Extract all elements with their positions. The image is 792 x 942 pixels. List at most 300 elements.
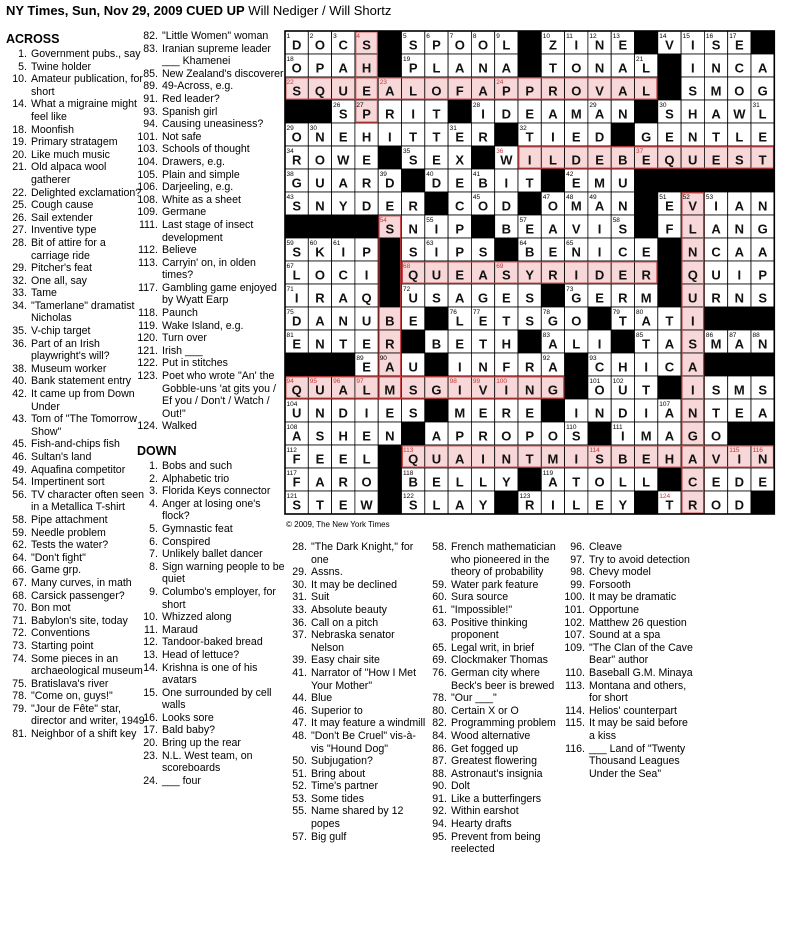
clue-item[interactable] <box>426 591 558 604</box>
clue-number: 91. <box>143 92 158 105</box>
clue-number: 55. <box>292 805 307 818</box>
cell-letter: L <box>362 382 371 398</box>
clue-item[interactable] <box>426 805 558 818</box>
cell-number: 85 <box>636 332 644 339</box>
clue-item[interactable] <box>137 357 285 370</box>
clue-item[interactable] <box>564 705 696 718</box>
clue-item[interactable] <box>137 523 285 536</box>
clue-number: 5. <box>18 60 27 73</box>
clue-item[interactable] <box>6 602 146 615</box>
clue-number: 13. <box>143 648 158 661</box>
cell-number: 6 <box>426 33 430 40</box>
clue-text: Hearty drafts <box>451 818 512 831</box>
clue-number: 59. <box>432 578 447 591</box>
cell-letter: I <box>737 267 742 283</box>
clue-item[interactable] <box>6 577 146 590</box>
clue-text: Tandoor-baked bread <box>162 636 263 649</box>
clue-item[interactable] <box>137 320 285 333</box>
cell-letter: E <box>735 405 744 421</box>
cell-letter: O <box>571 313 582 329</box>
black-square <box>518 468 541 491</box>
clue-item[interactable] <box>564 541 696 554</box>
black-square <box>518 31 541 54</box>
clue-column <box>6 30 146 741</box>
clue-item[interactable] <box>286 604 426 617</box>
clue-item[interactable] <box>6 224 146 237</box>
cell-number: 18 <box>286 56 294 63</box>
cell-number: 5 <box>403 33 407 40</box>
clue-item[interactable] <box>426 831 558 856</box>
clue-item[interactable] <box>137 485 285 498</box>
cell-letter: S <box>408 382 418 398</box>
clue-item[interactable] <box>286 793 426 806</box>
clue-item[interactable] <box>137 737 285 750</box>
clue-text: Baseball G.M. Minaya <box>589 666 693 679</box>
clue-item[interactable] <box>564 642 696 667</box>
cell-letter: S <box>688 336 698 352</box>
clue-item[interactable] <box>137 498 285 523</box>
cell-number: 17 <box>729 33 737 40</box>
clue-text: It came up from Down Under <box>31 388 135 413</box>
clue-item[interactable] <box>426 730 558 743</box>
clue-item[interactable] <box>6 61 146 74</box>
clue-item[interactable] <box>137 30 285 43</box>
clue-item[interactable] <box>6 325 146 338</box>
cell-letter: E <box>735 37 744 53</box>
clue-item[interactable] <box>426 717 558 730</box>
clue-item[interactable] <box>426 780 558 793</box>
black-square <box>378 491 401 514</box>
clue-item[interactable] <box>286 717 426 730</box>
clue-item[interactable] <box>137 80 285 93</box>
clue-item[interactable] <box>426 541 558 579</box>
clue-item[interactable] <box>137 636 285 649</box>
clue-item[interactable] <box>426 818 558 831</box>
cell-letter: N <box>688 244 698 260</box>
cell-letter: S <box>688 83 698 99</box>
cell-letter: R <box>641 267 651 283</box>
cell-number: 102 <box>612 378 624 385</box>
clue-item[interactable] <box>6 212 146 225</box>
clue-item[interactable] <box>6 98 146 123</box>
clue-text: Iranian supreme leader ___ Khamenei <box>162 42 271 68</box>
clue-item[interactable] <box>137 548 285 561</box>
clue-item[interactable] <box>6 514 146 527</box>
clue-number: 25. <box>12 199 27 212</box>
clue-item[interactable] <box>564 579 696 592</box>
clue-item[interactable] <box>6 413 146 438</box>
clue-item[interactable] <box>6 124 146 137</box>
clue-item[interactable] <box>426 667 558 692</box>
clue-item[interactable] <box>6 237 146 262</box>
cell-letter: H <box>618 359 628 375</box>
clue-item[interactable] <box>137 345 285 358</box>
clue-item[interactable] <box>137 460 285 473</box>
cell-letter: U <box>338 83 348 99</box>
clue-number: 81. <box>12 728 27 741</box>
clue-item[interactable] <box>137 750 285 775</box>
cell-letter: A <box>711 106 721 122</box>
clue-item[interactable] <box>6 552 146 565</box>
clue-item[interactable] <box>286 805 426 830</box>
clue-item[interactable] <box>6 564 146 577</box>
cell-letter: G <box>547 382 559 398</box>
cell-letter: T <box>572 474 581 490</box>
cell-letter: W <box>733 106 746 122</box>
clue-number: 22. <box>12 186 27 199</box>
clue-item[interactable] <box>564 680 696 705</box>
clue-item[interactable] <box>564 717 696 742</box>
cell-letter: R <box>478 428 488 444</box>
clue-text: Irish ___ <box>162 344 203 357</box>
clue-item[interactable] <box>6 136 146 149</box>
clue-item[interactable] <box>137 775 285 788</box>
clue-item[interactable] <box>137 370 285 420</box>
clue-item[interactable] <box>6 199 146 212</box>
cell-letter: S <box>711 37 721 53</box>
clue-item[interactable] <box>6 678 146 691</box>
clue-text: Dolt <box>451 780 470 793</box>
black-square <box>425 307 448 330</box>
cell-letter: S <box>292 83 301 99</box>
cell-letter: I <box>597 336 602 352</box>
clue-number: 102. <box>564 616 585 629</box>
clue-item[interactable] <box>564 604 696 617</box>
clue-item[interactable] <box>137 244 285 257</box>
clue-item[interactable] <box>286 755 426 768</box>
clue-item[interactable] <box>286 566 426 579</box>
cell-number: 35 <box>403 148 411 155</box>
clue-number: 3. <box>149 485 158 498</box>
clue-item[interactable] <box>137 169 285 182</box>
black-square <box>728 353 751 376</box>
clue-item[interactable] <box>6 275 146 288</box>
clue-item[interactable] <box>426 604 558 617</box>
cell-letter: A <box>385 359 395 375</box>
clue-text: Bring up the rear <box>162 737 241 750</box>
clue-item[interactable] <box>286 730 426 755</box>
cell-letter: X <box>455 152 465 168</box>
cell-letter: L <box>572 497 581 513</box>
cell-letter: O <box>547 198 559 214</box>
clue-column <box>286 541 426 843</box>
clue-item[interactable] <box>426 743 558 756</box>
black-square <box>751 422 774 445</box>
cell-letter: I <box>434 244 439 260</box>
clue-item[interactable] <box>137 662 285 687</box>
cell-letter: U <box>315 382 325 398</box>
clue-number: 43. <box>12 413 27 426</box>
cell-letter: O <box>431 83 442 99</box>
cell-letter: V <box>478 382 488 398</box>
clue-number: 107. <box>564 629 585 642</box>
clue-item[interactable] <box>286 768 426 781</box>
clue-number: 76. <box>432 666 447 679</box>
cell-letter: I <box>364 405 369 421</box>
cell-letter: S <box>618 221 628 237</box>
clue-item[interactable] <box>286 667 426 692</box>
cell-letter: G <box>757 83 768 99</box>
clue-item[interactable] <box>137 106 285 119</box>
clue-item[interactable] <box>564 743 696 781</box>
cell-letter: P <box>455 244 465 260</box>
cell-letter: I <box>457 382 462 398</box>
clue-item[interactable] <box>286 579 426 592</box>
clue-text: One surrounded by cell walls <box>162 686 272 712</box>
cell-number: 29 <box>589 102 597 109</box>
clue-item[interactable] <box>564 566 696 579</box>
clue-item[interactable] <box>6 653 146 678</box>
cell-letter: R <box>501 405 512 421</box>
clue-number: 27. <box>12 224 27 237</box>
clue-item[interactable] <box>137 156 285 169</box>
cell-letter: O <box>734 83 745 99</box>
cell-letter: E <box>525 405 534 421</box>
clue-item[interactable] <box>137 624 285 637</box>
cell-letter: T <box>712 129 721 145</box>
cell-number: 14 <box>659 33 667 40</box>
clue-item[interactable] <box>137 257 285 282</box>
clue-item[interactable] <box>286 692 426 705</box>
clue-item[interactable] <box>426 692 558 705</box>
clue-item[interactable] <box>426 768 558 781</box>
clue-item[interactable] <box>6 690 146 703</box>
clue-item[interactable] <box>6 489 146 514</box>
clue-text: Turn over <box>162 332 207 345</box>
cell-number: 83 <box>542 332 551 339</box>
cell-letter: A <box>734 244 745 260</box>
clue-item[interactable] <box>426 642 558 655</box>
clue-item[interactable] <box>137 561 285 586</box>
clue-item[interactable] <box>6 703 146 728</box>
clue-text: Easy chair site <box>311 654 380 667</box>
cell-letter: I <box>527 152 532 168</box>
cell-letter: W <box>360 497 373 513</box>
clue-item[interactable] <box>137 143 285 156</box>
clue-item[interactable] <box>6 590 146 603</box>
clue-item[interactable] <box>286 541 426 566</box>
clue-item[interactable] <box>137 194 285 207</box>
cell-letter: T <box>758 152 767 168</box>
clue-item[interactable] <box>6 48 146 61</box>
black-square <box>285 100 308 123</box>
clue-item[interactable] <box>286 591 426 604</box>
cell-number: 4 <box>356 33 361 40</box>
clue-item[interactable] <box>286 654 426 667</box>
cell-letter: M <box>710 83 722 99</box>
clue-item[interactable] <box>426 705 558 718</box>
cell-letter: I <box>411 106 415 122</box>
cell-letter: D <box>291 313 302 329</box>
clue-item[interactable] <box>137 118 285 131</box>
cell-letter: H <box>664 451 675 467</box>
clue-item[interactable] <box>137 43 285 68</box>
cell-letter: L <box>758 106 767 122</box>
clue-text: Government pubs., say <box>31 48 141 60</box>
clue-item[interactable] <box>137 649 285 662</box>
clue-number: 120. <box>137 332 158 345</box>
clue-item[interactable] <box>286 831 426 844</box>
clue-number: 88. <box>432 767 447 780</box>
cell-letter: T <box>525 451 534 467</box>
clue-item[interactable] <box>6 388 146 413</box>
clue-text: Bobs and such <box>162 460 233 472</box>
clue-item[interactable] <box>137 332 285 345</box>
black-square <box>378 284 401 307</box>
clue-item[interactable] <box>564 617 696 630</box>
clue-text: Put in stitches <box>162 357 228 370</box>
clue-item[interactable] <box>286 705 426 718</box>
cell-letter: A <box>431 428 442 444</box>
cell-letter: D <box>361 198 372 214</box>
clue-item[interactable] <box>286 780 426 793</box>
clue-text: One all, say <box>31 274 87 287</box>
clue-text: Tame <box>31 287 57 300</box>
clue-text: Prevent from being reelected <box>451 830 541 856</box>
black-square <box>471 146 494 169</box>
clue-item[interactable] <box>6 149 146 162</box>
clue-number: 64. <box>12 551 27 564</box>
clue-item[interactable] <box>137 420 285 433</box>
clue-item[interactable] <box>6 338 146 363</box>
cell-letter: U <box>688 290 698 306</box>
clue-text: Gambling game enjoyed by Wyatt Earp <box>162 281 277 307</box>
clue-text: Fish-and-chips fish <box>31 438 120 451</box>
clue-item[interactable] <box>6 287 146 300</box>
clue-text: Game grp. <box>31 564 82 577</box>
cell-number: 63 <box>426 240 434 247</box>
clue-text: "Come on, guys!" <box>31 690 113 703</box>
cell-letter: R <box>385 336 395 352</box>
clue-item[interactable] <box>6 627 146 640</box>
cell-letter: P <box>525 428 534 444</box>
cell-letter: T <box>525 175 534 191</box>
black-square <box>378 54 401 77</box>
cell-letter: O <box>594 474 605 490</box>
clue-item[interactable] <box>137 68 285 81</box>
clue-item[interactable] <box>6 728 146 741</box>
clue-item[interactable] <box>137 724 285 737</box>
clue-item[interactable] <box>137 93 285 106</box>
clue-item[interactable] <box>426 617 558 642</box>
cell-letter: Q <box>408 267 419 283</box>
clue-number: 89. <box>143 80 158 93</box>
clue-text: Needle problem <box>31 526 106 539</box>
clue-item[interactable] <box>564 629 696 642</box>
cell-letter: E <box>502 290 511 306</box>
cell-number: 22 <box>286 79 294 86</box>
clue-text: 49-Across, e.g. <box>162 80 234 93</box>
clue-item[interactable] <box>6 615 146 628</box>
clue-item[interactable] <box>6 527 146 540</box>
cell-letter: I <box>481 451 485 467</box>
clue-item[interactable] <box>6 73 146 98</box>
clue-item[interactable] <box>6 161 146 186</box>
cell-letter: A <box>455 497 465 513</box>
clue-item[interactable] <box>426 654 558 667</box>
clue-item[interactable] <box>137 206 285 219</box>
cell-letter: R <box>711 290 721 306</box>
black-square <box>728 307 751 330</box>
clue-number: 17. <box>143 724 158 737</box>
clue-item[interactable] <box>137 282 285 307</box>
clue-number: 66. <box>12 564 27 577</box>
clue-item[interactable] <box>426 755 558 768</box>
clue-text: Matthew 26 question <box>589 616 687 629</box>
clue-number: 79. <box>12 702 27 715</box>
cell-letter: R <box>315 290 325 306</box>
cell-letter: N <box>711 60 721 76</box>
clue-item[interactable] <box>137 181 285 194</box>
clue-item[interactable] <box>137 712 285 725</box>
clue-number: 67. <box>12 576 27 589</box>
cell-letter: U <box>291 405 302 421</box>
cell-letter: E <box>432 152 441 168</box>
clue-item[interactable] <box>137 131 285 144</box>
clue-item[interactable] <box>137 687 285 712</box>
clue-item[interactable] <box>6 187 146 200</box>
cell-letter: A <box>734 336 745 352</box>
black-square <box>635 491 658 514</box>
clue-number: 29. <box>12 262 27 275</box>
cell-letter: G <box>571 290 582 306</box>
clue-text: It may be said before a kiss <box>589 717 688 742</box>
clue-item[interactable] <box>6 300 146 325</box>
cell-letter: G <box>687 428 698 444</box>
clue-text: "Don't Be Cruel" vis-à-vis "Hound Dog" <box>311 729 416 755</box>
clue-item[interactable] <box>6 375 146 388</box>
clue-number: 94. <box>432 818 447 831</box>
cell-letter: A <box>618 83 628 99</box>
clue-item[interactable] <box>6 539 146 552</box>
cell-letter: R <box>524 359 535 375</box>
clue-item[interactable] <box>426 579 558 592</box>
clue-item[interactable] <box>137 307 285 320</box>
clue-number: 56. <box>12 488 27 501</box>
cell-letter: S <box>408 405 418 421</box>
cell-number: 69 <box>496 263 504 270</box>
clue-number: 49. <box>12 463 27 476</box>
clue-item[interactable] <box>6 464 146 477</box>
clue-item[interactable] <box>137 536 285 549</box>
clue-item[interactable] <box>286 617 426 630</box>
clue-item[interactable] <box>564 554 696 567</box>
clue-item[interactable] <box>137 473 285 486</box>
clue-item[interactable] <box>426 793 558 806</box>
clue-item[interactable] <box>6 640 146 653</box>
clue-item[interactable] <box>564 591 696 604</box>
cell-letter: L <box>572 336 581 352</box>
clue-item[interactable] <box>564 667 696 680</box>
cell-letter: D <box>618 405 628 421</box>
clue-item[interactable] <box>6 451 146 464</box>
clue-number: 90. <box>432 780 447 793</box>
clue-item[interactable] <box>6 363 146 376</box>
clue-item[interactable] <box>6 476 146 489</box>
clue-item[interactable] <box>6 262 146 275</box>
cell-letter: E <box>595 152 604 168</box>
cell-letter: E <box>338 129 348 145</box>
clue-item[interactable] <box>286 629 426 654</box>
clue-item[interactable] <box>137 219 285 244</box>
clue-item[interactable] <box>6 438 146 451</box>
crossword-grid[interactable] <box>284 30 777 518</box>
clue-item[interactable] <box>137 586 285 611</box>
clue-number: 46. <box>12 451 27 463</box>
section-heading: ACROSS <box>6 32 60 46</box>
cell-number: 101 <box>589 378 601 385</box>
clue-item[interactable] <box>137 611 285 624</box>
